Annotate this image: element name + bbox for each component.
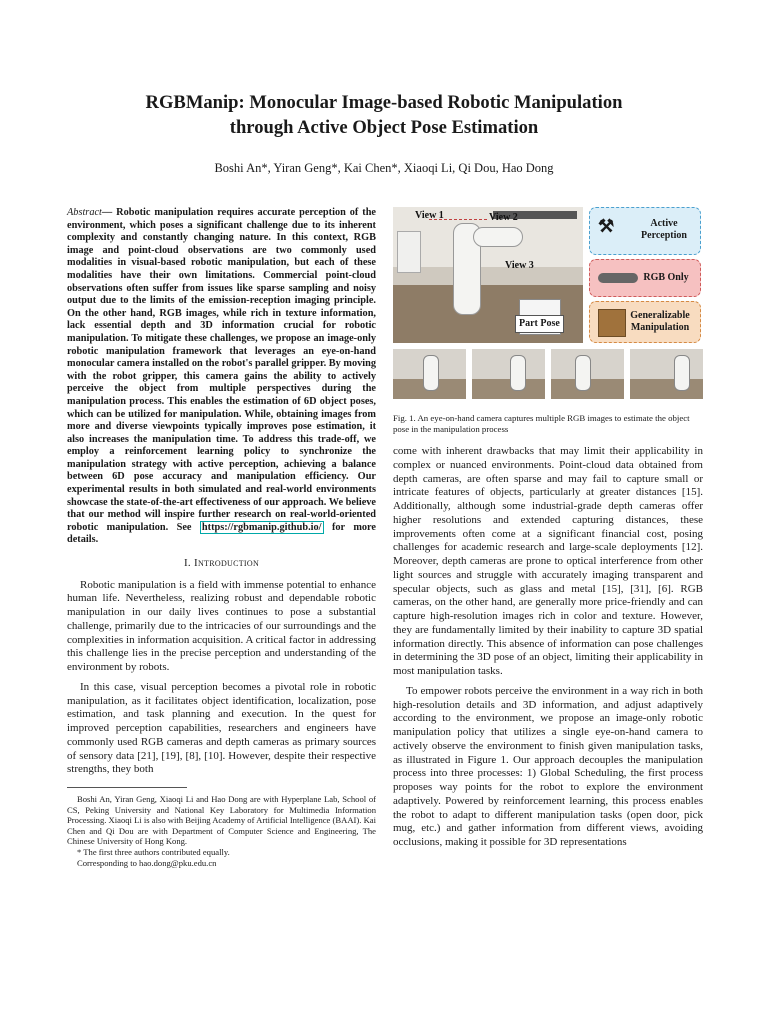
thumbnail-view (393, 349, 466, 399)
active-perception-box (589, 207, 701, 255)
robot-gripper-shape (473, 227, 523, 247)
camera-icon (598, 273, 638, 283)
project-link[interactable]: https://rgbmanip.github.io/ (201, 521, 322, 533)
section-number: I. (183, 557, 191, 570)
abstract-label: Abstract (67, 207, 102, 218)
active-perception-label: Active Perception (641, 218, 687, 241)
paper-title (0, 90, 768, 140)
affiliation-footnote: Boshi An, Yiran Geng, Xiaoqi Li and Hao Dong are with Hyperplane Lab, School of CS, Peking University and National Key Laboratory for Multimedia Information Processing. Xiaoqi Li is also with Beijing Academy of Artificial Intelligence (BAAI). Kai Chen and Qi Dou are with Department of Computer Science and Engineering, The Chinese University of Hong Kong. (67, 794, 376, 847)
generalizable-manipulation-box (589, 301, 701, 343)
rgb-only-box (589, 259, 701, 297)
figure-1 (393, 207, 703, 405)
rgb-only-label: RGB Only (643, 272, 689, 283)
abstract (67, 207, 376, 547)
intro-paragraph-1: Robotic manipulation is a field with immense potential to enhance human life. Nevertheless, realizing robust and dependable robotic manipulation in our daily lives continues to pose a substantial challenge, primarily due to the intricacies of our surroundings and the complexities in information acquisition. A critical factor in addressing this challenge lies in the precise perception and understanding of the environment by robots. (67, 578, 376, 674)
left-column (67, 207, 376, 868)
right-paragraph-2: To empower robots perceive the environment in a way rich in both high-resolution details and 3D information, and adjust adaptively according to the environment, we propose an image-only robotic manipulation policy that utilizes a single eye-on-hand camera to actively observe the environment to finish given manipulation tasks, as illustrated in Figure 1. Our approach decouples the manipulation process into three processes: 1) Global Scheduling, the first process proposes way points for the robot to explore the environment adaptively. Powered by reinforcement learning, this process enables the robot to adapt to different manipulation tasks (open door, pick mug, etc.) and gather information from different views, avoiding occlusions, making it possible for 3D representations (393, 684, 703, 848)
part-pose-label: Part Pose (515, 315, 564, 333)
right-paragraph-1: come with inherent drawbacks that may limit their applicability in complex or nuanced environments. Point-cloud data obtained from depth cameras, are often sparse and may fail to capture small or intricate features of objects, particularly at greater distances [15]. Additionally, although some industrial-grade depth cameras offer higher resolutions and extended capturing distances, these improvements often come at a significant financial cost, posing challenges for academic research and large-scale deployments [12]. Moreover, depth cameras are prone to optical interference from other light sources and struggle with accurately imaging transparent and specular objects, such as glass and metal [15], [31], [6]. RGB cameras, on the other hand, are generally more price-friendly and can capture high-resolution images rich in color and texture. However, they are fundamentally limited by their inability to capture 3D spatial information directly. This absence of information can pose challenges in determining the 3D pose of an object, limiting their applicability in most manipulation tasks. (393, 445, 703, 677)
view-3-label: View 3 (505, 260, 534, 271)
cabinet-icon (598, 309, 626, 337)
section-heading (67, 557, 376, 571)
abstract-dash: — (101, 207, 113, 218)
abstract-text-end: for more details. (67, 521, 376, 546)
title-line-1: RGBManip: Monocular Image-based Robotic Manipulation (145, 92, 623, 113)
robot-photo (393, 207, 583, 343)
thumbnail-view (551, 349, 624, 399)
footnote-divider (67, 787, 187, 788)
title-line-2: through Active Object Pose Estimation (229, 117, 539, 138)
view-1-label: View 1 (415, 210, 444, 221)
thumbnail-view (472, 349, 545, 399)
figure-caption: Fig. 1. An eye-on-hand camera captures multiple RGB images to estimate the object pose in the manipulation process (393, 413, 690, 434)
view-2-label: View 2 (489, 212, 518, 223)
robot-left-shape (397, 231, 421, 273)
robot-arm-icon: ⚒ (598, 216, 615, 236)
generalizable-manipulation-label: Generalizable Manipulation (630, 310, 690, 333)
corresponding-author-footnote: Corresponding to hao.dong@pku.edu.cn (77, 857, 217, 868)
equal-contribution-footnote: * The first three authors contributed equally. (77, 847, 230, 857)
author-list: Boshi An*, Yiran Geng*, Kai Chen*, Xiaoqi Li, Qi Dou, Hao Dong (214, 161, 554, 175)
section-title: Introduction (194, 557, 260, 570)
thumbnail-view (630, 349, 703, 399)
abstract-text: Robotic manipulation requires accurate perception of the environment, which poses a significant challenge due to its inherent complexity and constantly changing nature. In this context, RGB image and point-cloud observations are two commonly used modalities in visual-based robotic manipulation, but each of these modalities have their own limitations. Commercial point-cloud observations often suffer from issues like sparse sampling and noisy output due to the limits of the emission-reception imaging principle. On the other hand, RGB images, while rich in texture information, lack essential depth and 3D information crucial for robotic manipulation. To mitigate these challenges, we propose an image-only robotic manipulation framework that leverages an eye-on-hand monocular camera installed on the robot's parallel gripper. By moving with the robot gripper, this camera gains the ability to actively perceive the object from multiple perspectives during the manipulation process. This enables the estimation of 6D object poses, which can be utilized for manipulation. While, obtaining images from more and diverse viewpoints typically improves pose estimation, it also increases the manipulation time. To address this trade-off, we employ a reinforcement learning policy to synchronize the manipulation strategy with active perception, achieving a balance between 6D pose accuracy and manipulation efficiency. Our experimental results in both simulated and real-world environments showcase the state-of-the-art effectiveness of our approach. We believe that our method will inspire further research on real-world-oriented robotic manipulation. See (67, 207, 376, 533)
right-column (393, 207, 703, 856)
view-thumbnails (393, 349, 703, 403)
intro-paragraph-2: In this case, visual perception becomes a pivotal role in robotic manipulation, as it facilitates object identification, localization, pose estimation, and task planning and execution. In the quest for improved perception capabilities, researchers and engineers have commonly used RGB cameras and depth cameras as primary sources of sensory data [21], [19], [8], [10]. However, despite their respective strengths, they both (67, 680, 376, 776)
